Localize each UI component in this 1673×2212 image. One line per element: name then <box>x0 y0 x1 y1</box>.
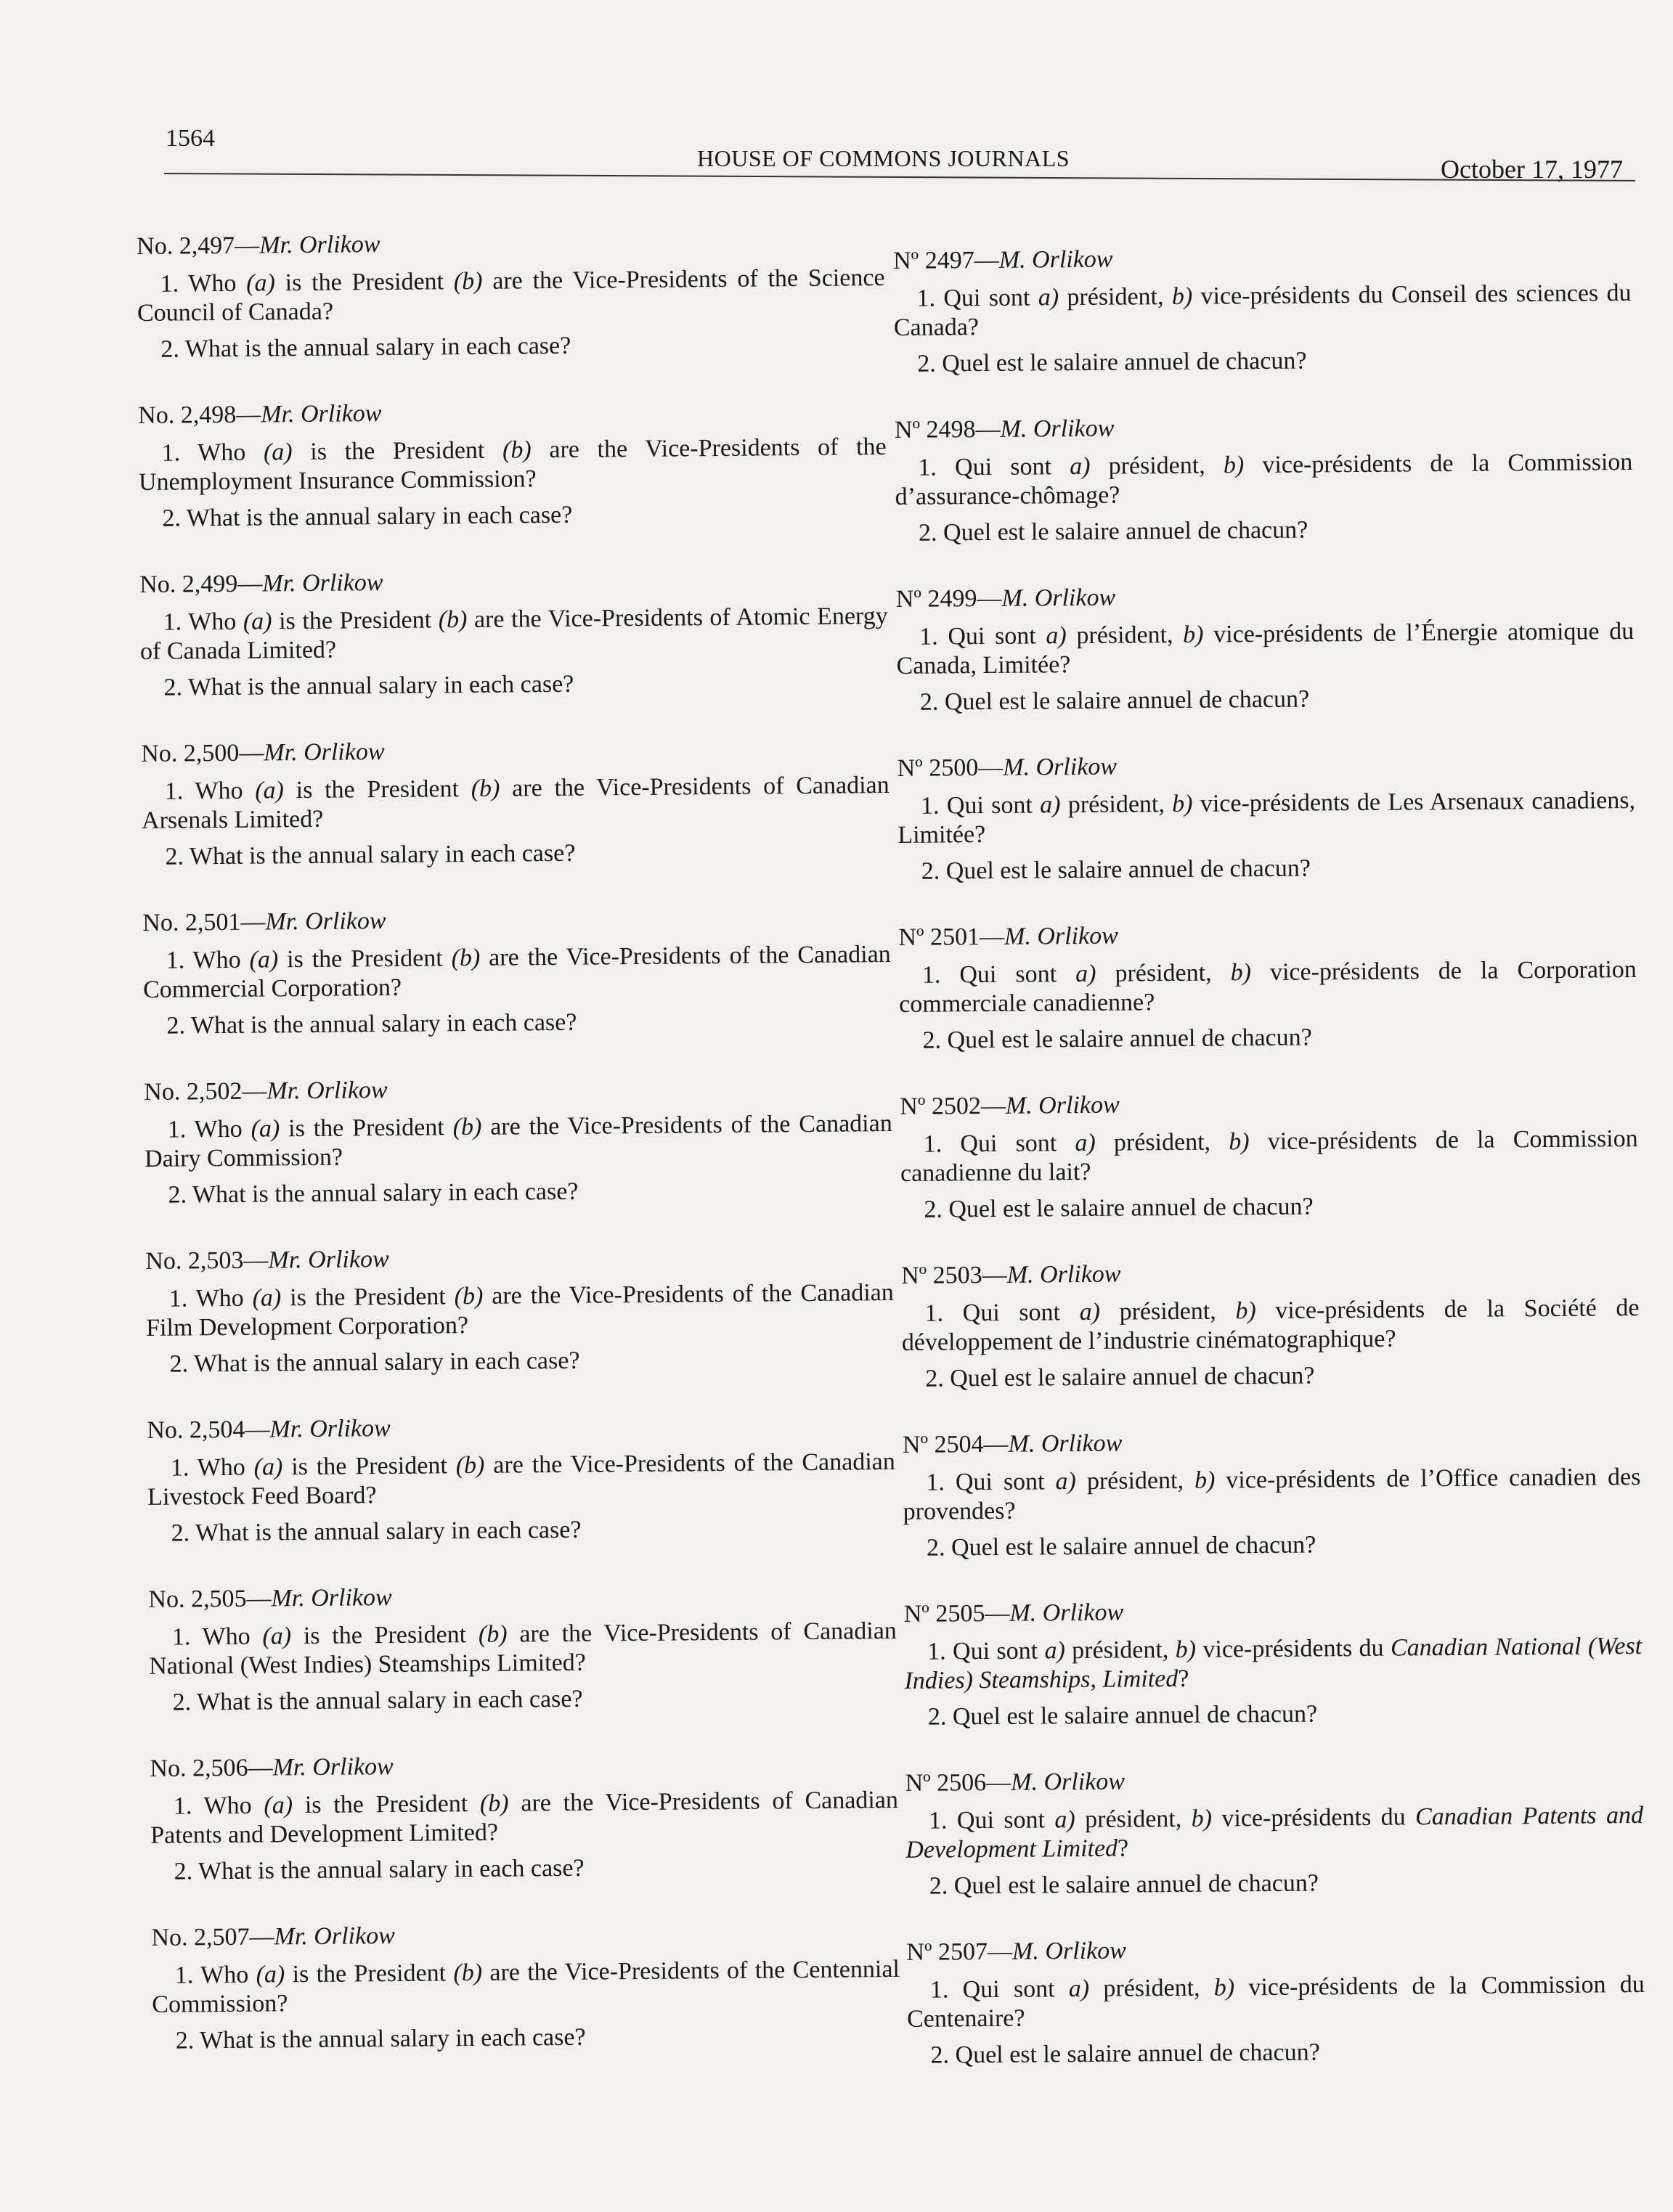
text-b: b) <box>1171 282 1193 310</box>
member-name: Mr. Orlikow <box>259 231 380 259</box>
question-number: Nº 2503— <box>900 1261 1007 1289</box>
text-q1-prefix: 1. Who <box>160 269 247 298</box>
text-a: (a) <box>249 946 279 974</box>
question-part-2: 2. What is the annual salary in each case? <box>165 839 576 870</box>
text-q1-body: are the Vice-Presidents of the Science Council of Canada? <box>137 264 885 327</box>
question-number: Nº 2507— <box>906 1938 1013 1966</box>
text-q1-body: vice-présidents du <box>1195 1634 1391 1663</box>
question-en-3 <box>141 733 890 909</box>
french-column <box>893 241 1645 2107</box>
question-heading <box>906 1933 1644 1967</box>
text-q1-prefix: 1. Who <box>167 1115 251 1143</box>
text-q1-prefix: 1. Qui sont <box>929 1975 1069 2004</box>
text-q1-body: are the Vice-Presidents of Atomic Energy of Canada Limited? <box>139 602 888 665</box>
text-q1-prefix: 1. Qui sont <box>919 622 1046 650</box>
text-q1-prefix: 1. Qui sont <box>927 1637 1045 1665</box>
text-b: (b) <box>452 1113 482 1141</box>
text-q1-mid: is the President <box>280 1114 453 1143</box>
question-number: No. 2,507— <box>151 1923 274 1951</box>
text-q1-end: ? <box>1117 1835 1129 1862</box>
text-a: a) <box>1038 284 1059 311</box>
member-name: M. Orlikow <box>1009 1599 1124 1627</box>
question-en-6 <box>145 1241 895 1416</box>
text-q1-mid: président, <box>1096 959 1231 987</box>
question-part-2: 2. What is the annual salary in each case? <box>162 501 573 532</box>
question-en-0 <box>137 226 886 401</box>
member-name: M. Orlikow <box>1005 1091 1120 1119</box>
text-q1-body: vice-présidents de la Corporation commerciale canadienne? <box>899 955 1637 1018</box>
question-part-2: 2. Quel est le salaire annuel de chacun? <box>930 2038 1320 2069</box>
question-part-2: 2. What is the annual salary in each case? <box>175 2023 586 2054</box>
question-part-1 <box>895 448 1633 512</box>
text-q1-mid: président, <box>1066 621 1184 650</box>
question-heading <box>137 226 884 261</box>
text-b: (b) <box>454 1282 484 1310</box>
text-q1-prefix: 1. Who <box>168 1284 253 1313</box>
page-date: October 17, 1977 <box>1441 155 1623 184</box>
member-name: M. Orlikow <box>1011 1768 1125 1796</box>
question-heading <box>148 1579 896 1615</box>
question-part-2: 2. Quel est le salaire annuel de chacun? <box>924 1193 1314 1223</box>
text-q1-body: vice-présidents de la Commission du Centenaire? <box>907 1970 1645 2033</box>
member-name: M. Orlikow <box>1000 415 1115 443</box>
question-part-1 <box>893 279 1632 343</box>
member-name: M. Orlikow <box>1001 584 1116 612</box>
text-q1-body: vice-présidents de la Commission canadienne du lait? <box>900 1125 1638 1187</box>
text-b: b) <box>1229 1128 1250 1156</box>
question-heading <box>901 1256 1639 1291</box>
text-q1-body: are the Vice-Presidents of the Canadian Commercial Corporation? <box>142 940 891 1003</box>
text-q1-mid: is the President <box>272 606 439 635</box>
question-part-2: 2. What is the annual salary in each case? <box>160 332 571 363</box>
question-heading <box>895 410 1632 445</box>
text-a: (a) <box>256 1961 285 1988</box>
text-b: (b) <box>502 436 532 464</box>
question-fr-7 <box>903 1425 1642 1600</box>
question-number: No. 2,504— <box>147 1416 270 1444</box>
text-a: (a) <box>255 777 285 804</box>
text-q1-body: vice-présidents du <box>1211 1803 1416 1832</box>
member-name: Mr. Orlikow <box>262 569 383 597</box>
question-heading <box>147 1410 895 1445</box>
question-part-2: 2. Quel est le salaire annuel de chacun? <box>925 1362 1315 1392</box>
text-a: a) <box>1069 452 1091 481</box>
question-part-1 <box>146 1278 895 1343</box>
text-a: (a) <box>252 1284 282 1312</box>
question-number: Nº 2501— <box>898 923 1005 951</box>
text-q1-body: vice-présidents de l’Énergie atomique du Canada, Limitée? <box>896 618 1635 679</box>
text-q1-prefix: 1. Who <box>170 1453 254 1482</box>
question-part-2: 2. What is the annual salary in each case? <box>169 1347 580 1378</box>
question-fr-4 <box>898 918 1637 1093</box>
question-part-2: 2. Quel est le salaire annuel de chacun? <box>922 1024 1312 1054</box>
question-heading <box>897 748 1635 783</box>
text-q1-mid: is the President <box>281 1283 455 1312</box>
text-a: a) <box>1079 1298 1101 1326</box>
text-q1-prefix: 1. Who <box>173 1792 264 1820</box>
text-q1-body: are the Vice-Presidents of the Canadian Dairy Commission? <box>144 1109 892 1172</box>
question-en-9 <box>150 1748 899 1924</box>
page-number: 1564 <box>166 125 215 152</box>
question-number: Nº 2502— <box>900 1092 1006 1120</box>
text-a: (a) <box>253 1453 283 1481</box>
question-part-2: 2. What is the annual salary in each case? <box>166 1008 577 1040</box>
question-fr-0 <box>893 241 1632 416</box>
question-part-2: 2. What is the annual salary in each case? <box>172 1685 583 1716</box>
question-part-2: 2. Quel est le salaire annuel de chacun? <box>921 854 1311 885</box>
question-number: No. 2,497— <box>137 232 260 260</box>
text-b: b) <box>1191 1805 1213 1832</box>
question-heading <box>893 241 1631 276</box>
question-number: Nº 2505— <box>903 1599 1010 1628</box>
question-number: No. 2,498— <box>138 401 261 429</box>
question-part-1 <box>147 1448 896 1512</box>
text-b: (b) <box>453 1959 483 1987</box>
question-number: No. 2,499— <box>139 570 263 598</box>
question-en-8 <box>148 1579 897 1755</box>
text-a: (a) <box>263 438 293 466</box>
question-part-1 <box>901 1294 1640 1358</box>
question-heading <box>150 1748 897 1784</box>
text-q1-body: vice-présidents de l’Office canadien des provendes? <box>903 1463 1641 1525</box>
question-number: No. 2,502— <box>144 1077 267 1106</box>
member-name: M. Orlikow <box>1006 1260 1121 1289</box>
member-name: M. Orlikow <box>1008 1429 1123 1458</box>
text-a: (a) <box>243 608 272 635</box>
text-b: (b) <box>479 1789 509 1817</box>
member-name: Mr. Orlikow <box>272 1752 394 1782</box>
question-part-1 <box>897 786 1636 850</box>
question-part-2: 2. What is the annual salary in each case? <box>174 1854 585 1885</box>
question-part-1 <box>903 1463 1641 1527</box>
question-number: Nº 2506— <box>905 1768 1011 1797</box>
text-a: a) <box>1044 1637 1065 1665</box>
question-part-1 <box>152 1955 900 2020</box>
question-part-1 <box>150 1786 899 1850</box>
text-q1-mid: is the President <box>285 1959 454 1988</box>
text-q1-mid: is the President <box>290 1620 479 1650</box>
question-en-5 <box>144 1072 893 1247</box>
text-a: a) <box>1054 1806 1075 1834</box>
text-q1-body: vice-présidents du Conseil des sciences du Canada? <box>893 279 1632 341</box>
text-q1-body: are the Vice-Presidents of the Canadian Livestock Feed Board? <box>147 1448 895 1511</box>
question-number: No. 2,506— <box>150 1754 273 1782</box>
question-fr-5 <box>900 1087 1639 1262</box>
text-q1-mid: is the President <box>274 268 455 297</box>
question-heading <box>151 1917 899 1953</box>
text-b: (b) <box>471 775 500 803</box>
text-q1-prefix: 1. Who <box>161 438 264 467</box>
question-fr-9 <box>905 1763 1644 1938</box>
text-q1-prefix: 1. Qui sont <box>924 1299 1080 1327</box>
text-b: b) <box>1175 1636 1197 1664</box>
question-part-2: 2. Quel est le salaire annuel de chacun? <box>927 1700 1318 1731</box>
text-q1-prefix: 1. Qui sont <box>923 1130 1075 1158</box>
text-a: a) <box>1075 1129 1096 1157</box>
text-b: b) <box>1194 1466 1216 1494</box>
text-q1-mid: président, <box>1089 1974 1214 2002</box>
text-q1-body: vice-présidents de Les Arsenaux canadiens, Limitée? <box>897 786 1636 849</box>
question-number: No. 2,505— <box>148 1585 272 1613</box>
english-column <box>137 226 900 2093</box>
text-b: b) <box>1223 452 1245 479</box>
member-name: Mr. Orlikow <box>271 1584 392 1612</box>
member-name: M. Orlikow <box>998 245 1113 274</box>
text-a: (a) <box>246 269 276 297</box>
question-heading <box>142 902 890 938</box>
question-part-1 <box>896 617 1635 681</box>
question-part-2: 2. Quel est le salaire annuel de chacun? <box>926 1531 1316 1562</box>
question-heading <box>905 1763 1643 1798</box>
member-name: Mr. Orlikow <box>269 1415 391 1443</box>
question-number: Nº 2504— <box>902 1430 1009 1458</box>
question-part-2: 2. What is the annual salary in each case? <box>163 670 574 701</box>
text-q1-mid: président, <box>1075 1466 1195 1495</box>
question-part-1 <box>143 940 892 1005</box>
question-part-1 <box>137 264 885 328</box>
text-q1-body: are the Vice-Presidents of Canadian Arsenals Limited? <box>141 771 890 834</box>
question-number: No. 2,503— <box>145 1246 269 1275</box>
question-part-1 <box>907 1970 1645 2034</box>
text-q1-prefix: 1. Who <box>164 777 256 805</box>
question-part-2: 2. Quel est le salaire annuel de chacun? <box>918 516 1308 547</box>
text-a: (a) <box>251 1115 280 1143</box>
text-q1-end: ? <box>1178 1665 1189 1692</box>
question-fr-10 <box>906 1933 1645 2107</box>
text-q1-mid: président, <box>1060 791 1173 819</box>
text-a: a) <box>1046 622 1067 650</box>
question-en-10 <box>151 1917 900 2093</box>
question-part-2: 2. What is the annual salary in each case? <box>168 1178 579 1209</box>
text-b: b) <box>1230 959 1252 987</box>
member-name: Mr. Orlikow <box>261 400 382 428</box>
member-name: M. Orlikow <box>1003 753 1118 781</box>
text-q1-body: are the Vice-Presidents of the Canadian Film Development Corporation? <box>146 1278 894 1342</box>
question-heading <box>141 733 889 769</box>
text-q1-body: are the Vice-Presidents of Canadian Patents and Development Limited? <box>150 1786 899 1849</box>
text-q1-italic: Canadian Patents and Development Limited <box>905 1801 1644 1864</box>
header-rule <box>164 173 1635 181</box>
text-q1-prefix: 1. Who <box>171 1623 263 1651</box>
question-heading <box>896 579 1634 614</box>
member-name: Mr. Orlikow <box>274 1922 395 1951</box>
running-title: HOUSE OF COMMONS JOURNALS <box>697 145 1070 171</box>
question-heading <box>139 564 887 600</box>
question-part-1 <box>904 1632 1643 1696</box>
member-name: Mr. Orlikow <box>266 1077 388 1105</box>
text-a: a) <box>1075 960 1096 988</box>
text-b: (b) <box>453 267 483 295</box>
text-a: a) <box>1040 791 1061 819</box>
question-part-2: 2. What is the annual salary in each case? <box>171 1516 582 1547</box>
text-q1-prefix: 1. Qui sont <box>921 960 1076 989</box>
text-q1-italic: Canadian National (West Indies) Steamships, Limited <box>904 1632 1643 1694</box>
question-part-1 <box>144 1109 893 1174</box>
question-fr-6 <box>901 1256 1640 1431</box>
question-part-1 <box>899 955 1637 1019</box>
text-b: b) <box>1183 621 1204 648</box>
question-heading <box>145 1241 893 1276</box>
question-heading <box>903 1425 1640 1460</box>
member-name: Mr. Orlikow <box>264 738 385 767</box>
question-heading <box>900 1087 1637 1122</box>
question-heading <box>144 1072 892 1107</box>
text-a: a) <box>1055 1468 1077 1495</box>
text-q1-mid: is the President <box>282 1452 456 1481</box>
member-name: Mr. Orlikow <box>265 907 386 936</box>
question-en-4 <box>142 902 892 1078</box>
question-en-7 <box>147 1410 896 1585</box>
text-q1-body: are the Vice-Presidents of Canadian National (West Indies) Steamships Limited? <box>149 1617 897 1680</box>
text-q1-prefix: 1. Qui sont <box>920 791 1041 820</box>
text-b: (b) <box>438 606 468 634</box>
text-q1-body: vice-présidents de la Commission d’assurance-chômage? <box>895 449 1633 510</box>
question-part-1 <box>149 1617 897 1681</box>
text-a: (a) <box>264 1792 293 1819</box>
text-q1-prefix: 1. Who <box>163 608 244 636</box>
text-q1-prefix: 1. Qui sont <box>926 1468 1056 1496</box>
question-number: Nº 2498— <box>894 415 1001 444</box>
text-q1-mid: président, <box>1095 1128 1229 1156</box>
text-q1-prefix: 1. Qui sont <box>928 1806 1055 1835</box>
question-part-1 <box>900 1125 1639 1188</box>
text-q1-prefix: 1. Who <box>174 1961 256 1989</box>
text-a: (a) <box>262 1623 292 1650</box>
question-part-2: 2. Quel est le salaire annuel de chacun? <box>929 1869 1319 1900</box>
text-q1-mid: is the President <box>283 775 471 804</box>
text-q1-body: are the Vice-Presidents of the Unemployment Insurance Commission? <box>138 433 887 496</box>
text-q1-mid: is the President <box>278 944 452 974</box>
text-a: a) <box>1068 1975 1090 2003</box>
text-q1-prefix: 1. Who <box>166 946 250 974</box>
text-b: (b) <box>455 1451 485 1480</box>
text-q1-mid: président, <box>1099 1297 1236 1326</box>
question-part-1 <box>138 433 887 497</box>
question-number: No. 2,500— <box>141 739 264 767</box>
text-b: (b) <box>478 1620 508 1648</box>
question-fr-2 <box>896 579 1635 754</box>
text-b: b) <box>1172 790 1193 818</box>
text-q1-mid: is the President <box>292 1789 481 1819</box>
question-part-2: 2. Quel est le salaire annuel de chacun? <box>919 685 1310 716</box>
text-q1-mid: président, <box>1075 1805 1192 1834</box>
question-fr-1 <box>895 410 1634 585</box>
question-en-1 <box>138 395 887 571</box>
text-q1-body: are the Vice-Presidents of the Centennial Commission? <box>152 1955 900 2018</box>
member-name: M. Orlikow <box>1004 922 1118 950</box>
question-number: Nº 2499— <box>895 584 1002 613</box>
question-part-1 <box>142 771 890 836</box>
member-name: Mr. Orlikow <box>268 1246 389 1274</box>
text-b: b) <box>1235 1297 1256 1325</box>
text-q1-prefix: 1. Qui sont <box>916 284 1038 312</box>
text-b: (b) <box>451 944 481 972</box>
question-heading <box>904 1594 1642 1629</box>
question-number: No. 2,501— <box>142 908 266 936</box>
question-part-1 <box>140 602 889 666</box>
question-number: Nº 2500— <box>897 754 1004 782</box>
text-b: b) <box>1213 1974 1235 2001</box>
question-number: Nº 2497— <box>893 246 999 274</box>
question-en-2 <box>139 564 889 740</box>
text-q1-body: vice-présidents de la Société de développement de l’industrie cinématographique? <box>901 1294 1640 1356</box>
text-q1-prefix: 1. Qui sont <box>918 453 1070 481</box>
member-name: M. Orlikow <box>1011 1937 1126 1965</box>
question-part-1 <box>905 1801 1644 1865</box>
question-heading <box>138 395 886 430</box>
text-q1-mid: président, <box>1058 282 1173 311</box>
text-q1-mid: président, <box>1065 1636 1176 1665</box>
text-q1-mid: is the President <box>292 436 503 466</box>
text-q1-mid: président, <box>1090 452 1224 480</box>
question-fr-8 <box>904 1594 1643 1769</box>
question-heading <box>898 918 1636 952</box>
question-part-2: 2. Quel est le salaire annuel de chacun? <box>917 347 1307 377</box>
question-fr-3 <box>897 748 1636 923</box>
